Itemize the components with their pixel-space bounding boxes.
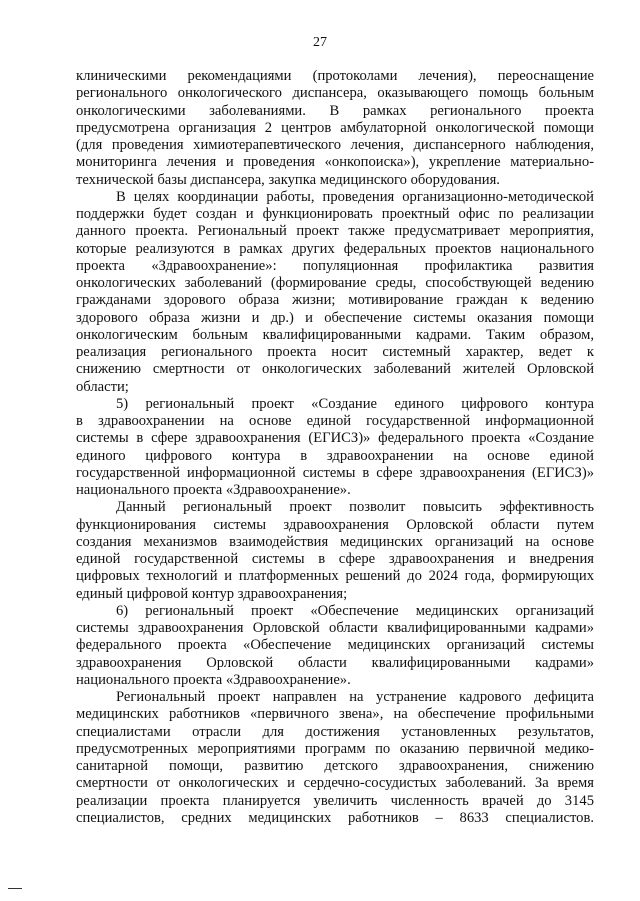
text-line: предусмотренных мероприятиями программ по оказанию первичной медико- <box>76 740 594 757</box>
text-line: клиническими рекомендациями (протоколами лечения), переоснащение <box>76 68 594 84</box>
text-line: 6) региональный проект «Обеспечение медицинских организаций <box>116 602 594 619</box>
text-line: технической базы диспансера, закупка медицинского оборудования. <box>76 171 500 188</box>
text-line: данного проекта. Региональный проект также предусматривает мероприятия, <box>76 223 594 240</box>
text-line: системы в сфере здравоохранения (ЕГИСЗ)» федерального проекта «Создание <box>76 430 594 447</box>
text-line: специалистов, средних медицинских работников – 8633 специалистов. <box>76 809 594 826</box>
text-line: онкологических заболеваний (формирование среды, способствующей ведению <box>76 275 594 291</box>
text-line: федерального проекта «Обеспечение медицинских организаций системы <box>76 637 594 654</box>
page-number: 27 <box>313 35 327 50</box>
text-line: регионального онкологического диспансера, оказывающего помощь больным <box>76 85 594 102</box>
text-line: которые реализуются в рамках других федеральных проектов национального <box>76 240 594 257</box>
text-line: медицинских работников «первичного звена», на обеспечение профильными <box>76 706 594 723</box>
text-line: поддержки будет создан и функционировать проектный офис по реализации <box>76 206 594 222</box>
text-line: 5) региональный проект «Создание единого цифрового контура <box>116 395 594 412</box>
text-line: мониторинга лечения и проведения «онкопоиска»), укрепление материально- <box>76 154 594 171</box>
text-line: смертности от онкологических и сердечно-сосудистых заболеваний. За время <box>76 775 594 792</box>
text-line: санитарной помощи, развитию детского здравоохранения, снижению <box>76 758 594 774</box>
body-text <box>76 68 594 827</box>
text-line: реализация регионального проекта носит системный характер, ведет к <box>76 344 594 360</box>
text-line: проекта «Здравоохранение»: популяционная профилактика развития <box>76 257 594 274</box>
text-line: специалистами отрасли для достижения установленных результатов, <box>76 723 594 740</box>
text-line: снижению смертности от онкологических заболеваний жителей Орловской <box>76 361 594 378</box>
text-line: гражданами здорового образа жизни; мотивирование граждан к ведению <box>76 292 594 309</box>
text-line: национального проекта «Здравоохранение». <box>76 482 351 498</box>
text-line: единый цифровой контур здравоохранения; <box>76 585 348 602</box>
text-line: создания механизмов взаимодействия медицинских организаций на основе <box>76 533 594 550</box>
text-line: области; <box>76 378 129 395</box>
text-line: В целях координации работы, проведения организационно-методической <box>116 188 594 205</box>
text-line: функционирования системы здравоохранения Орловской области путем <box>76 516 594 533</box>
text-line: предусмотрена организация 2 центров амбулаторной онкологической помощи <box>76 119 594 136</box>
text-line: онкологическими заболеваниями. В рамках регионального проекта <box>76 102 594 119</box>
text-line: единой государственной системы в сфере здравоохранения и внедрения <box>76 551 594 567</box>
text-line: национального проекта «Здравоохранение». <box>76 671 351 688</box>
text-line: здравоохранения Орловской области квалифицированными кадрами» <box>76 654 594 671</box>
text-line: Данный региональный проект позволит повысить эффективность <box>116 499 594 516</box>
text-line: (для проведения химиотерапевтического лечения, диспансерного наблюдения, <box>76 137 594 153</box>
footer-mark <box>8 888 22 889</box>
text-line: реализации проекта планируется увеличить численность врачей до 3145 <box>76 792 594 809</box>
text-line: онкологическим больным квалифицированными кадрами. Таким образом, <box>76 326 594 343</box>
text-line: единого цифрового контура в здравоохранении на основе единой <box>76 447 594 464</box>
text-line: Региональный проект направлен на устранение кадрового дефицита <box>116 689 594 705</box>
text-line: здорового образа жизни и др.) и обеспечение системы оказания помощи <box>76 309 594 326</box>
text-line: в здравоохранении на основе единой государственной информационной <box>76 413 594 429</box>
text-line: цифровых технологий и платформенных решений до 2024 года, формирующих <box>76 568 594 585</box>
text-line: системы здравоохранения Орловской области квалифицированными кадрами» <box>76 620 594 636</box>
text-line: государственной информационной системы в сфере здравоохранения (ЕГИСЗ)» <box>76 464 594 481</box>
